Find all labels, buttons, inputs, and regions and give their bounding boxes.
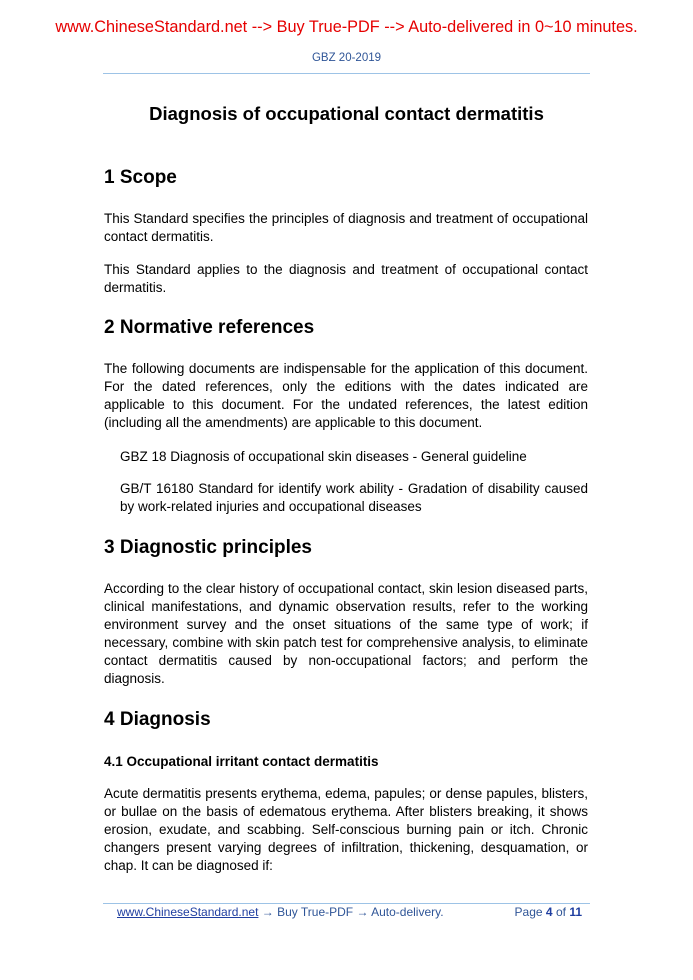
section-heading-diagnostic-principles: 3 Diagnostic principles [104,537,312,558]
section-heading-diagnosis: 4 Diagnosis [104,709,211,730]
section-heading-scope: 1 Scope [104,167,177,188]
footer-divider [103,903,590,904]
footer-promo [117,905,444,919]
reference-item-gbz18: GBZ 18 Diagnosis of occupational skin diseases - General guideline [120,449,527,464]
page-current: 4 [545,905,553,919]
footer-promo-text: → Buy True-PDF → Auto-delivery. [258,905,444,919]
section-heading-normative-references: 2 Normative references [104,317,315,338]
of-label: of [555,905,566,919]
scope-paragraph-2: This Standard applies to the diagnosis and treatment of occupational contact dermatitis. [104,262,588,295]
reference-item-gbt16180: GB/T 16180 Standard for identify work ability - Gradation of disability caused by work-related injuries and occupational diseases [120,481,588,514]
page-number [515,905,582,919]
normative-paragraph: The following documents are indispensable for the application of this document. For the dated references, only the editions with the dates indicated are applicable to this document. For the undated references, the latest edition (including all the amendments) are applicable to this document. [104,361,588,430]
scope-paragraph-1: This Standard specifies the principles of diagnosis and treatment of occupational contact dermatitis. [104,211,588,244]
subsection-heading-irritant: 4.1 Occupational irritant contact dermatitis [104,754,379,769]
header-divider [103,73,590,74]
document-title: Diagnosis of occupational contact dermatitis [149,103,544,124]
standard-code-header: GBZ 20-2019 [311,52,382,64]
promo-banner[interactable]: www.ChineseStandard.net --> Buy True-PDF --> Auto-delivered in 0~10 minutes. [55,18,638,36]
irritant-paragraph: Acute dermatitis presents erythema, edema, papules; or dense papules, blisters, or bullae on the basis of edematous erythema. After blisters breaking, it shows erosion, exudate, and scabbing. Self-conscious burning pain or itch. Chronic changers present varying degrees of infiltration, thickening, desquamation, or chap. It can be diagnosed if: [104,786,588,873]
page-total: 11 [569,905,582,919]
page-label: Page [514,905,543,919]
principles-paragraph: According to the clear history of occupational contact, skin lesion diseased parts, clinical manifestations, and dynamic observation results, refer to the working environment survey and the onset situations of the same type of work; if necessary, combine with skin patch test for comprehensive analysis, to eliminate contact dermatitis caused by non-occupational factors; and perform the diagnosis. [104,581,588,686]
footer-site-link[interactable]: www.ChineseStandard.net [117,905,259,919]
